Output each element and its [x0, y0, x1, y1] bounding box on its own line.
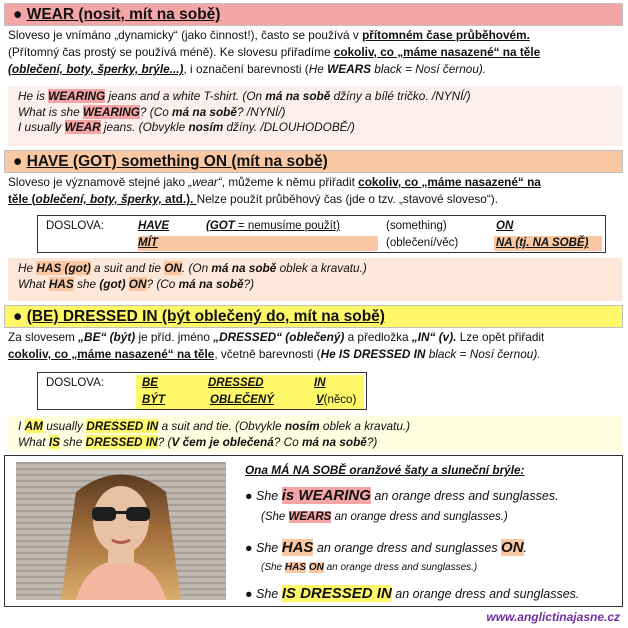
literal-label: DOSLOVA: — [46, 377, 104, 389]
wear-paragraph-line3 — [8, 62, 622, 78]
literal-obleceny: OBLEČENÝ — [210, 394, 274, 406]
example-line: What HAS she (got) ON? (Co má na sobě?) — [18, 276, 255, 291]
wear-paragraph-line2 — [8, 45, 622, 61]
bullet-dressed-in: ● She IS DRESSED IN an orange dress and sunglasses. — [245, 585, 580, 602]
example-line: What IS she DRESSED IN? (V čem je oblečená? Co má na sobě?) — [18, 434, 378, 449]
website-link[interactable]: www.anglictinajasne.cz — [486, 610, 620, 624]
example-line: He is WEARING jeans and a white T-shirt. (On má na sobě džíny a bílé tričko. /NYNÍ/) — [18, 89, 471, 103]
text-emphasis: přítomném čase průběhovém. — [362, 28, 530, 42]
literal-mit-highlight — [138, 236, 378, 251]
text-emphasis: cokoliv, co „máme nasazené“ na těle — [333, 45, 541, 59]
text-emphasis: WEARS — [327, 62, 372, 76]
text: , i označení barevnosti ( — [183, 62, 309, 76]
section-have-on-header — [4, 150, 623, 173]
have-examples — [8, 258, 622, 301]
have-literal-box — [37, 215, 606, 253]
wear-examples — [8, 86, 622, 146]
dressed-literal-box — [37, 372, 367, 410]
text: Sloveso je vnímáno „dynamicky“ (jako činnost!), často se používá v — [8, 28, 363, 42]
literal-on: ON — [496, 220, 514, 232]
example-line: He HAS (got) a suit and tie ON. (On má na sobě oblek a kravatu.) — [18, 261, 367, 275]
dressed-paragraph-line1: Za slovesem „BE“ (být) je příd. jméno „DRESSED“ (oblečený) a předložka „IN“ (v). Lze opět přiřadit — [8, 330, 545, 344]
literal-in: IN — [314, 377, 326, 389]
literal-got: (GOT = nemusíme použít) — [206, 220, 340, 232]
literal-byt: BÝT — [142, 394, 165, 406]
bullet-wears-sub: (She WEARS an orange dress and sunglasses.) — [261, 511, 508, 523]
literal-mit: MÍT — [138, 237, 158, 249]
section-title: HAVE (GOT) something ON (mít na sobě) — [26, 153, 328, 170]
section-dressed-in-header — [4, 305, 623, 328]
bullet: ● — [13, 6, 23, 23]
have-paragraph-line2: těle (oblečení, boty, šperky, atd.). Nelze použít průběhový čas (jde o tzv. „stavové sloveso“). — [8, 192, 498, 206]
example-line: I AM usually DRESSED IN a suit and tie. (Obvykle nosím oblek a kravatu.) — [18, 419, 411, 433]
text: black = Nosí černou). — [371, 62, 487, 76]
literal-v: V (něco) — [316, 394, 357, 406]
section-wear-header — [4, 3, 623, 26]
example-line: I usually WEAR jeans. (Obvykle nosím džíny. /DLOUHODOBĚ/) — [18, 120, 355, 135]
literal-have: HAVE — [138, 220, 170, 232]
bullet-has-on: ● She HAS an orange dress and sunglasses ON. — [245, 539, 528, 556]
literal-na: NA (tj. NA SOBĚ) — [496, 237, 589, 249]
bullet-has-on-sub: (She HAS ON an orange dress and sunglasses.) — [261, 562, 478, 573]
have-paragraph-line1: Sloveso je významově stejné jako „wear“, můžeme k němu přiřadit cokoliv, co „máme nasazené“ na — [8, 175, 541, 189]
text: He — [308, 62, 328, 76]
text: (Přítomný čas prostý se používá méně). Ke slovesu přiřadíme — [8, 45, 334, 59]
literal-obleceni: (oblečení/věc) — [386, 237, 459, 249]
literal-dressed: DRESSED — [208, 377, 264, 389]
text-emphasis: (oblečení, boty, šperky, brýle...) — [8, 62, 184, 76]
example-panel — [4, 455, 623, 607]
section-title: (BE) DRESSED IN (být oblečený do, mít na sobě) — [26, 308, 385, 325]
wear-paragraph-line1 — [8, 28, 622, 44]
bullet: ● — [13, 153, 23, 170]
section-title: WEAR (nosit, mít na sobě) — [26, 6, 221, 23]
woman-photo — [16, 462, 226, 600]
panel-heading: Ona MÁ NA SOBĚ oranžové šaty a sluneční brýle: — [245, 463, 525, 477]
example-line: What is she WEARING? (Co má na sobě? /NYNÍ/) — [18, 104, 286, 119]
woman-sunglasses-illustration — [16, 462, 226, 600]
bullet-wearing: ● She is WEARING an orange dress and sunglasses. — [245, 487, 559, 504]
dressed-paragraph-line2: cokoliv, co „máme nasazené“ na těle, včetně barevnosti (He IS DRESSED IN black = Nosí černou). — [8, 347, 541, 361]
bullet: ● — [13, 308, 23, 325]
literal-label: DOSLOVA: — [46, 220, 104, 232]
literal-something: (something) — [386, 220, 447, 232]
literal-be: BE — [142, 377, 158, 389]
dressed-examples — [8, 416, 622, 452]
